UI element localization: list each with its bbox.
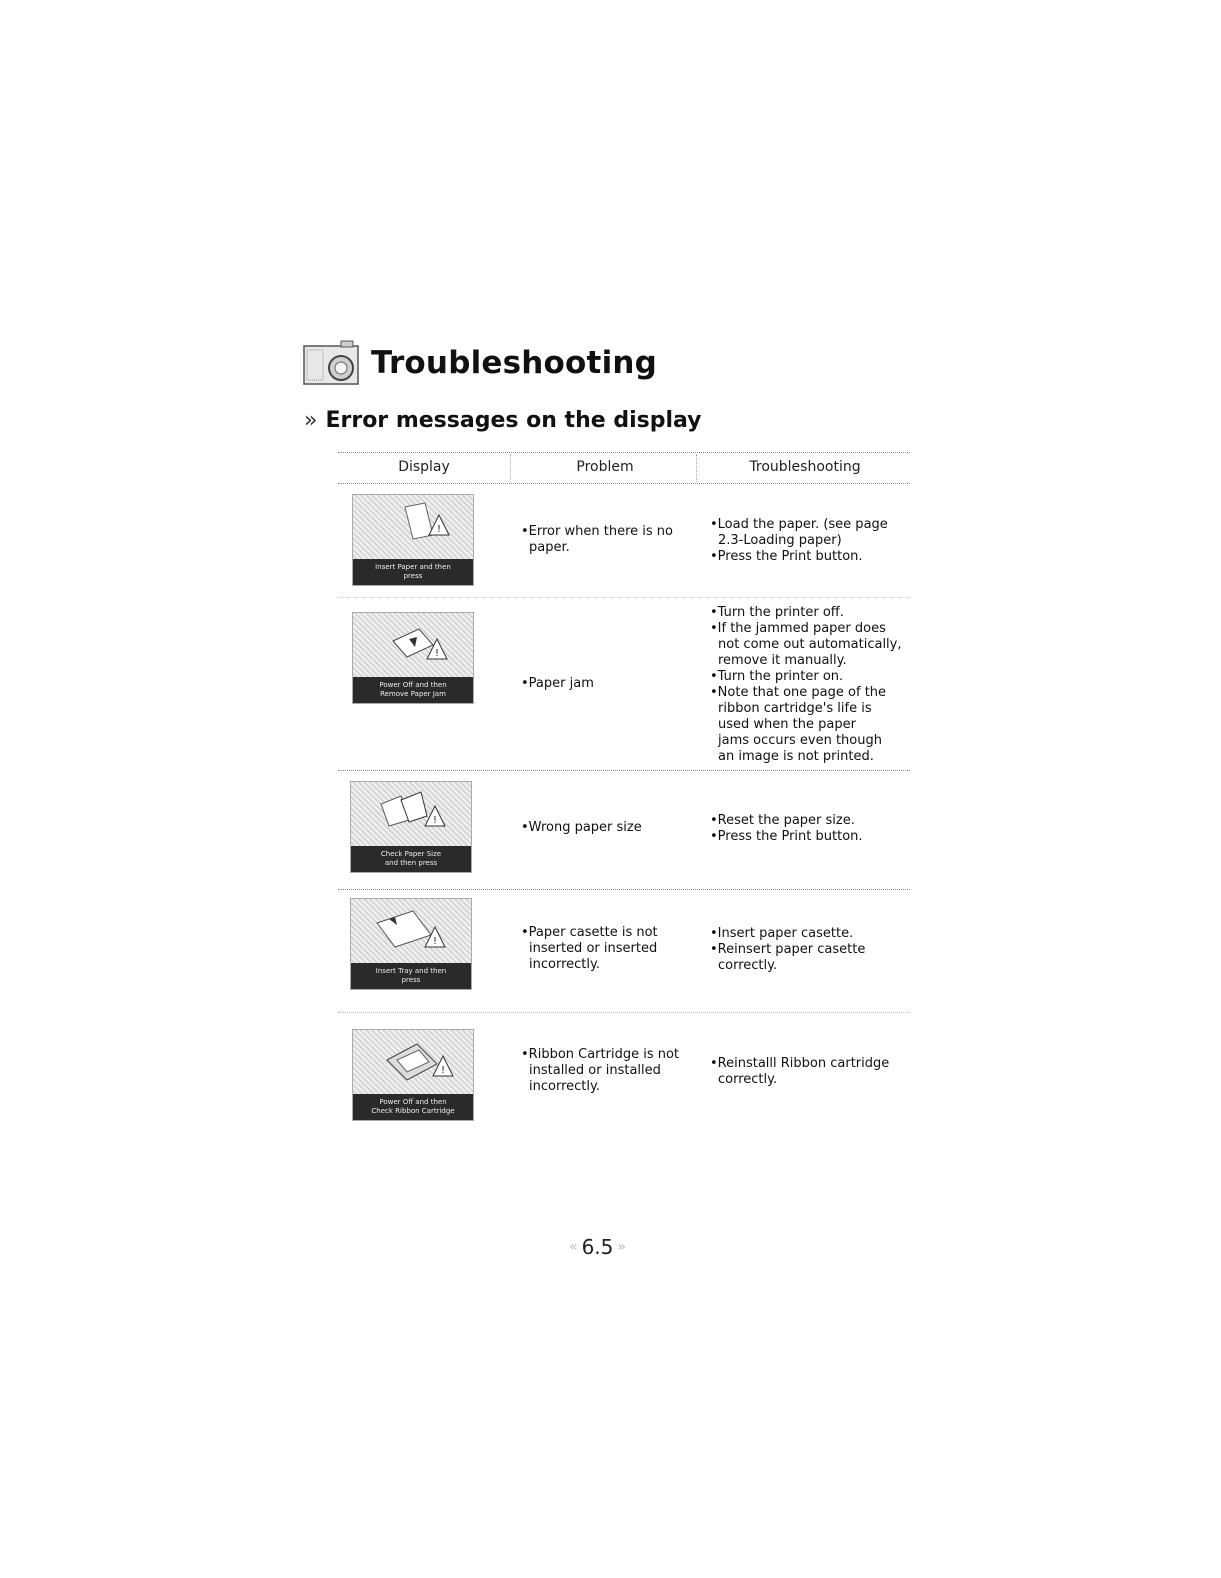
table-top-rule xyxy=(338,452,910,453)
svg-text:!: ! xyxy=(440,1065,446,1076)
prev-page-arrow-icon: « xyxy=(569,1239,578,1255)
printer-illustration xyxy=(353,613,473,675)
next-page-arrow-icon: » xyxy=(617,1239,626,1255)
page-title: Troubleshooting xyxy=(371,345,658,381)
page-number-label: 6.5 xyxy=(581,1235,614,1259)
lcd-screen-image xyxy=(352,1029,474,1121)
fix-cell: •Reinstalll Ribbon cartridge correctly. xyxy=(710,1056,890,1087)
printer-illustration xyxy=(351,782,471,844)
svg-text:!: ! xyxy=(432,815,438,826)
column-header-display: Display xyxy=(398,459,450,475)
printer-illustration xyxy=(353,1030,473,1092)
page-number xyxy=(565,1235,630,1259)
section-title: Error messages on the display xyxy=(325,408,702,433)
problem-cell: •Error when there is no paper. xyxy=(521,524,673,555)
row-separator xyxy=(338,1012,910,1013)
svg-text:!: ! xyxy=(436,524,442,535)
fix-cell: •Insert paper casette. •Reinsert paper casette correctly. xyxy=(710,926,866,973)
lcd-screen-image xyxy=(352,494,474,586)
lcd-screen-image xyxy=(352,612,474,704)
problem-cell: •Ribbon Cartridge is not installed or installed incorrectly. xyxy=(521,1047,680,1094)
page-heading xyxy=(303,340,657,386)
row-separator xyxy=(338,889,910,890)
lcd-screen-image xyxy=(350,898,472,990)
row-separator xyxy=(338,770,910,771)
fix-cell: •Turn the printer off. •If the jammed paper does not come out automatically, remove it manually. •Turn the printer on. •Note that one page of the ribbon cartridge's life is used when the paper jams occurs even though an image is not printed. xyxy=(710,605,902,764)
section-heading xyxy=(304,408,702,433)
printer-illustration xyxy=(351,899,471,961)
problem-cell: •Wrong paper size xyxy=(521,820,642,835)
fix-cell: •Load the paper. (see page 2.3-Loading paper) •Press the Print button. xyxy=(710,517,888,564)
header-rule xyxy=(338,483,910,484)
problem-cell: •Paper casette is not inserted or inserted incorrectly. xyxy=(521,925,658,972)
lcd-message: Insert Tray and then press xyxy=(351,963,471,989)
double-chevron-icon: » xyxy=(304,408,318,433)
column-header-problem: Problem xyxy=(576,459,634,475)
lcd-message: Insert Paper and then press xyxy=(353,559,473,585)
lcd-message: Power Off and then Check Ribbon Cartridge xyxy=(353,1094,473,1120)
problem-cell: •Paper jam xyxy=(521,676,594,691)
camera-icon xyxy=(303,340,359,386)
lcd-message: Power Off and then Remove Paper Jam xyxy=(353,677,473,703)
lcd-screen-image xyxy=(350,781,472,873)
fix-cell: •Reset the paper size. •Press the Print button. xyxy=(710,813,863,844)
svg-text:!: ! xyxy=(434,648,440,659)
column-header-troubleshooting: Troubleshooting xyxy=(749,459,861,475)
lcd-message: Check Paper Size and then press xyxy=(351,846,471,872)
row-separator xyxy=(338,597,910,598)
svg-text:!: ! xyxy=(432,936,438,947)
printer-illustration xyxy=(353,495,473,557)
